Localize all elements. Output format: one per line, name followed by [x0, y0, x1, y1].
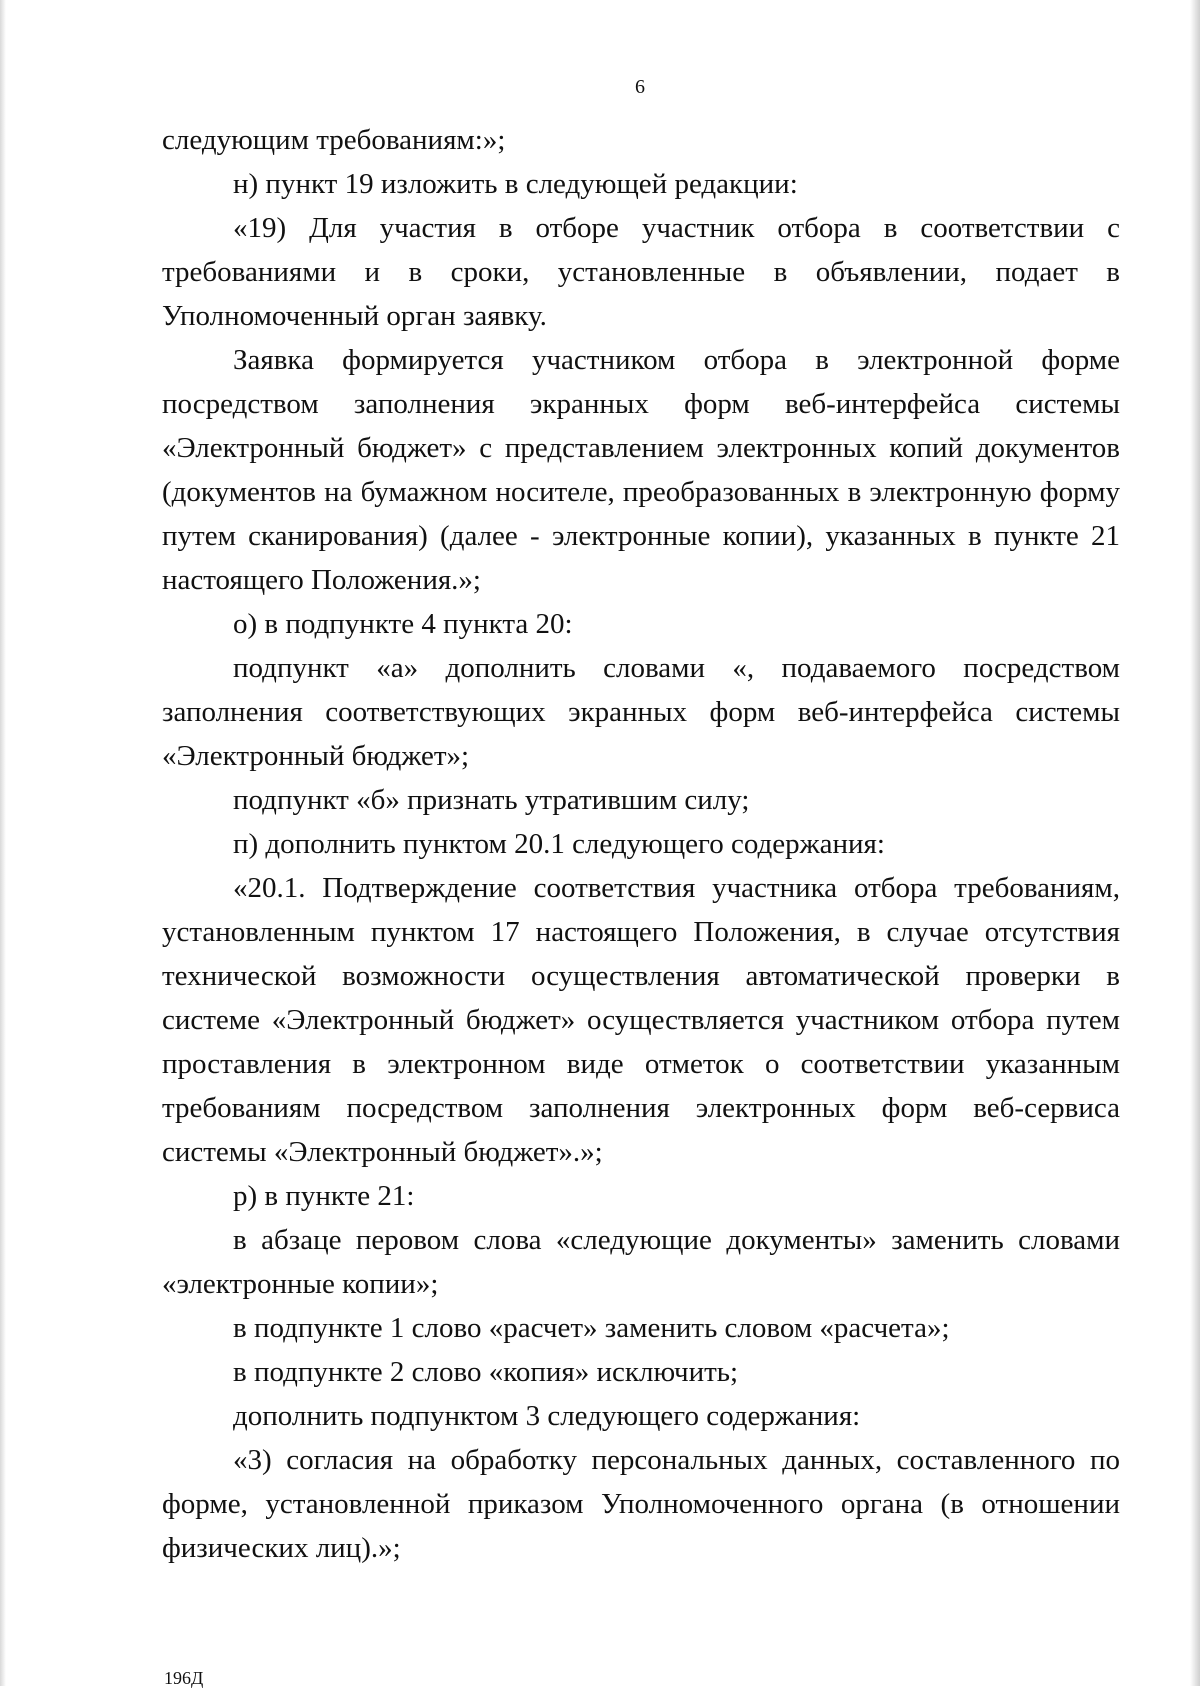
scan-edge-left — [0, 0, 6, 1686]
paragraph-4: Заявка формируется участником отбора в электронной форме посредством заполнения экранных форм веб-интерфейса системы «Электронный бюджет» с представлением электронных копий документов (документов на бумажном носителе, преобразованных в электронную форму путем сканирования) (далее - электронные копии), указанных в пункте 21 настоящего Положения.»; — [162, 344, 1120, 596]
document-body — [162, 118, 1120, 1570]
paragraph-1: следующим требованиям:»; — [162, 124, 506, 156]
paragraph-9: «20.1. Подтверждение соответствия участника отбора требованиям, установленным пунктом 17 настоящего Положения, в случае отсутствия технической возможности осуществления автоматической проверки в системе «Электронный бюджет» осуществляется участником отбора путем проставления в электронном виде отметок о соответствии указанным требованиям посредством заполнения электронных форм веб-сервиса системы «Электронный бюджет».»; — [162, 872, 1120, 1168]
paragraph-7: подпункт «б» признать утратившим силу; — [233, 784, 750, 816]
paragraph-3: «19) Для участия в отборе участник отбора в соответствии с требованиями и в сроки, установленные в объявлении, подает в Уполномоченный орган заявку. — [162, 212, 1120, 332]
paragraph-15: «3) согласия на обработку персональных данных, составленного по форме, установленной приказом Уполномоченного органа (в отношении физических лиц).»; — [162, 1444, 1120, 1564]
paragraph-11: в абзаце перовом слова «следующие документы» заменить словами «электронные копии»; — [162, 1224, 1120, 1300]
scan-edge-right — [1190, 0, 1200, 1686]
paragraph-8: п) дополнить пунктом 20.1 следующего содержания: — [233, 828, 885, 860]
paragraph-12: в подпункте 1 слово «расчет» заменить словом «расчета»; — [233, 1312, 950, 1344]
page-number: 6 — [635, 76, 645, 98]
paragraph-5: о) в подпункте 4 пункта 20: — [233, 608, 573, 640]
paragraph-13: в подпункте 2 слово «копия» исключить; — [233, 1356, 739, 1388]
footer-document-code: 196Д — [164, 1668, 204, 1688]
paragraph-2: н) пункт 19 изложить в следующей редакции: — [233, 168, 798, 200]
paragraph-14: дополнить подпунктом 3 следующего содержания: — [233, 1400, 861, 1432]
paragraph-6: подпункт «а» дополнить словами «, подаваемого посредством заполнения соответствующих экранных форм веб-интерфейса системы «Электронный бюджет»; — [162, 652, 1120, 772]
paragraph-10: р) в пункте 21: — [233, 1180, 415, 1212]
